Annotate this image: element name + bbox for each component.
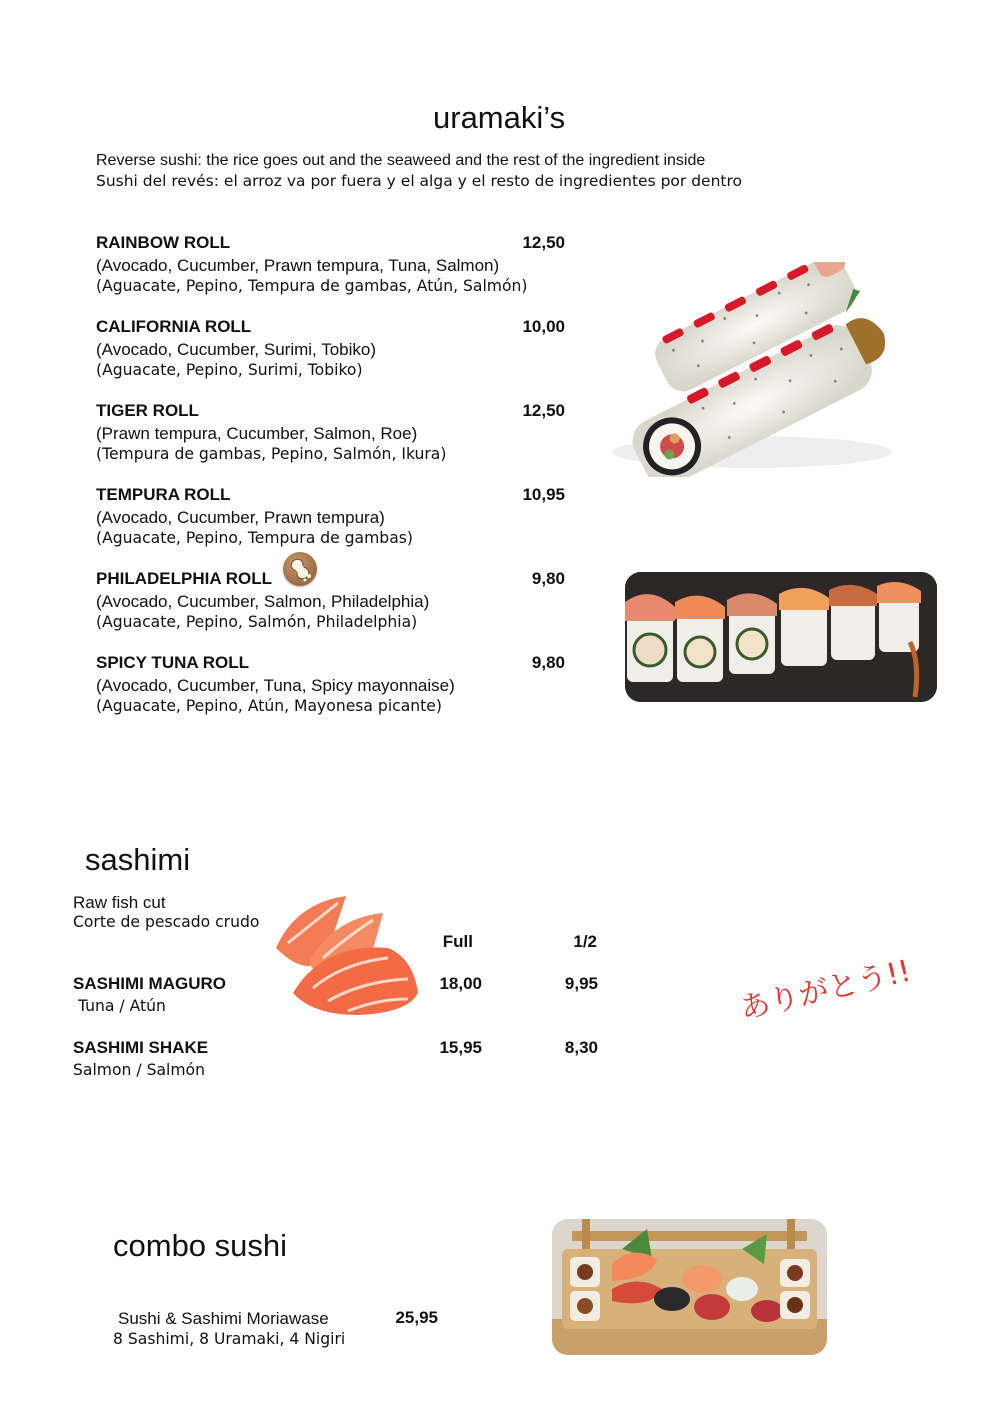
item-name: CALIFORNIA ROLL — [96, 317, 252, 336]
salmon-sashimi-photo — [268, 893, 433, 1018]
item-price: 9,80 — [531, 653, 565, 672]
combo-boat-photo — [552, 1219, 827, 1355]
item-desc: Salmon / Salmón — [73, 1061, 205, 1079]
combo-item-name: Sushi & Sashimi Moriawase — [118, 1309, 329, 1328]
item-price: 9,80 — [531, 569, 565, 588]
item-desc-en: (Avocado, Cucumber, Tuna, Spicy mayonnaise) — [96, 676, 455, 695]
sashimi-intro-es: Corte de pescado crudo — [73, 913, 260, 931]
uramaki-roll-photo — [602, 262, 902, 477]
item-price: 12,50 — [522, 401, 565, 420]
item-desc-es: (Tempura de gambas, Pepino, Salmón, Ikura) — [96, 445, 447, 463]
sashimi-title: sashimi — [85, 842, 191, 877]
uramaki-title: uramaki’s — [433, 100, 566, 135]
item-price-half: 8,30 — [564, 1038, 598, 1057]
item-desc-es: (Aguacate, Pepino, Tempura de gambas) — [96, 529, 413, 547]
item-desc-en: (Avocado, Cucumber, Surimi, Tobiko) — [96, 340, 376, 359]
item-price-half: 9,95 — [564, 974, 598, 993]
sashimi-intro-en: Raw fish cut — [73, 893, 166, 912]
item-desc-en: (Avocado, Cucumber, Prawn tempura, Tuna, Salmon) — [96, 256, 500, 275]
item-name: SASHIMI MAGURO — [73, 974, 226, 993]
item-desc-en: (Avocado, Cucumber, Prawn tempura) — [96, 508, 385, 527]
item-price: 10,95 — [522, 485, 565, 504]
item-desc-es: (Aguacate, Pepino, Surimi, Tobiko) — [96, 361, 363, 379]
col-half-header: 1/2 — [573, 932, 597, 951]
item-name: RAINBOW ROLL — [96, 233, 231, 252]
item-name: PHILADELPHIA ROLL — [96, 569, 272, 588]
item-desc-es: (Aguacate, Pepino, Salmón, Philadelphia) — [96, 613, 418, 631]
uramaki-intro-es: Sushi del revés: el arroz va por fuera y el alga y el resto de ingredientes por dentro — [96, 172, 742, 190]
item-price-full: 18,00 — [439, 974, 482, 993]
item-name: TIGER ROLL — [96, 401, 199, 420]
item-name: SASHIMI SHAKE — [73, 1038, 209, 1057]
uramaki-intro-en: Reverse sushi: the rice goes out and the seaweed and the rest of the ingredient inside — [96, 152, 706, 169]
peanut-icon — [283, 552, 317, 586]
combo-item-price: 25,95 — [395, 1308, 438, 1327]
combo-title: combo sushi — [113, 1228, 288, 1263]
item-desc: Tuna / Atún — [73, 997, 166, 1015]
item-price: 12,50 — [522, 233, 565, 252]
combo-item-desc: 8 Sashimi, 8 Uramaki, 4 Nigiri — [113, 1330, 346, 1348]
item-desc-en: (Avocado, Cucumber, Salmon, Philadelphia) — [96, 592, 430, 611]
item-name: SPICY TUNA ROLL — [96, 653, 250, 672]
item-name: TEMPURA ROLL — [96, 485, 231, 504]
item-price: 10,00 — [522, 317, 565, 336]
col-full-header: Full — [442, 932, 473, 951]
item-desc-es: (Aguacate, Pepino, Tempura de gambas, Atún, Salmón) — [96, 277, 528, 295]
item-desc-en: (Prawn tempura, Cucumber, Salmon, Roe) — [96, 424, 418, 443]
thank-you-text: ありがとう!! — [736, 953, 915, 1027]
roll-platter-photo — [625, 572, 937, 702]
item-price-full: 15,95 — [439, 1038, 482, 1057]
item-desc-es: (Aguacate, Pepino, Atún, Mayonesa picante) — [96, 697, 442, 715]
